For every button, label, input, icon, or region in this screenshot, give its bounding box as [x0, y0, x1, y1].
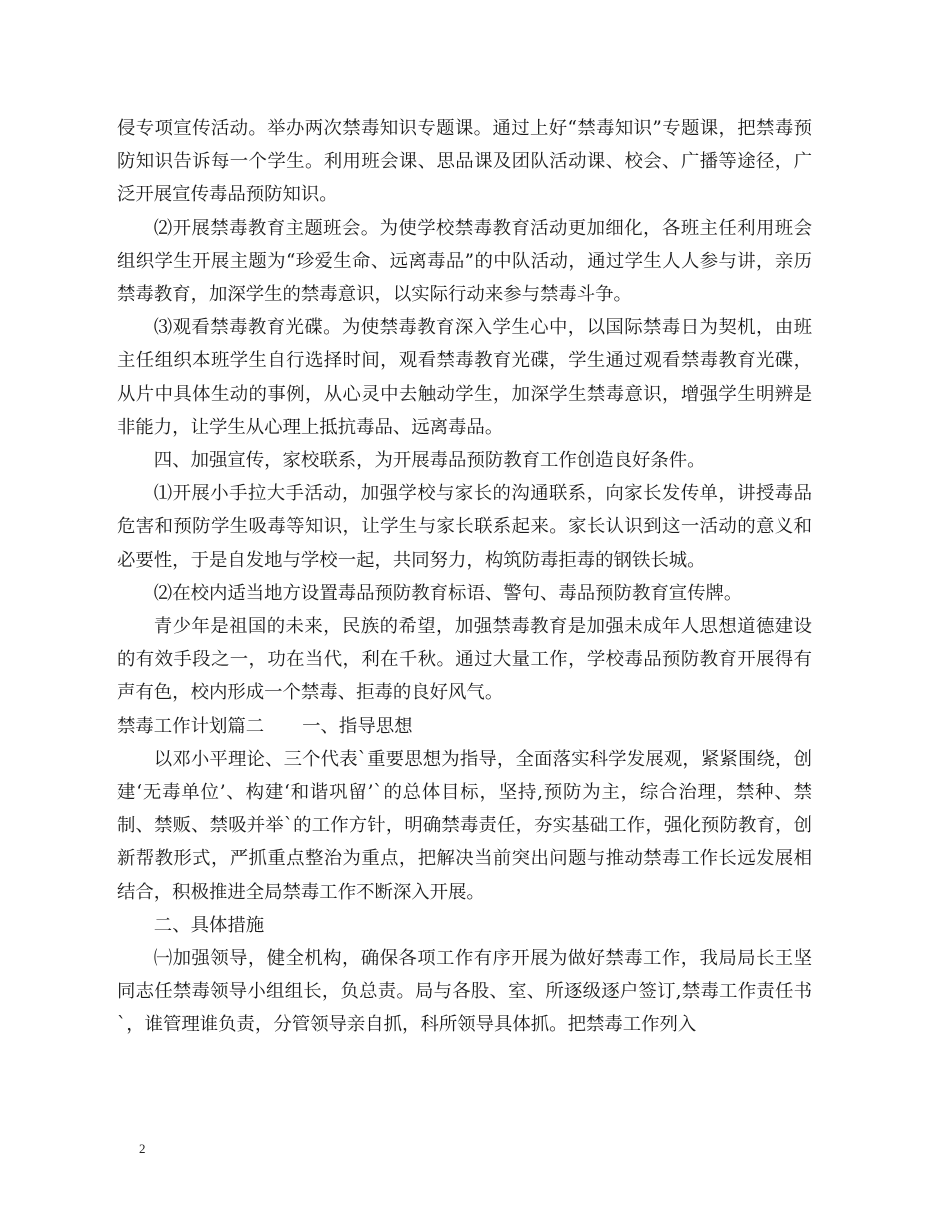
paragraph-campaign-continued: 侵专项宣传活动。举办两次禁毒知识专题课。通过上好“禁毒知识”专题课，把禁毒预防知识告诉每一个学生。利用班会课、思品课及团队活动课、校会、广播等途径，广泛开展宣传毒品预防知识。 — [117, 118, 812, 206]
paragraph-conclusion: 青少年是祖国的未来，民族的希望，加强禁毒教育是加强未成年人思想道德建设的有效手段之一，功在当代，利在千秋。通过大量工作，学校毒品预防教育开展得有声有色，校内形成一个禁毒、拒毒的良好风气。 — [117, 616, 812, 704]
article-heading — [117, 710, 812, 743]
article-title: 禁毒工作计划篇二 — [117, 715, 265, 737]
section-heading-measures: 二、具体措施 — [153, 914, 265, 936]
paragraph-watch-dvd: ⑶观看禁毒教育光碟。为使禁毒教育深入学生心中，以国际禁毒日为契机，由班主任组织本班学生自行选择时间，观看禁毒教育光碟，学生通过观看禁毒教育光碟，从片中具体生动的事例，从心灵中去触动学生，加深学生禁毒意识，增强学生明辨是非能力，让学生从心理上抵抗毒品、远离毒品。 — [117, 317, 812, 438]
paragraph-guiding-thought: 以邓小平理论、三个代表`重要思想为指导，全面落实科学发展观，紧紧围绕，创建‘无毒单位’、构建‘和谐巩留’`的总体目标，坚持,预防为主，综合治理，禁种、禁制、禁贩、禁吸并举`的工作方针，明确禁毒责任，夯实基础工作，强化预防教育，创新帮教形式，严抓重点整治为重点，把解决当前突出问题与推动禁毒工作长远发展相结合，积极推进全局禁毒工作不断深入开展。 — [117, 748, 812, 903]
paragraph-theme-class-meeting: ⑵开展禁毒教育主题班会。为使学校禁毒教育活动更加细化，各班主任利用班会组织学生开展主题为“珍爱生命、远离毒品”的中队活动，通过学生人人参与讲，亲历禁毒教育，加深学生的禁毒意识，以实际行动来参与禁毒斗争。 — [117, 217, 812, 306]
section-heading-four: 四、加强宣传，家校联系，为开展毒品预防教育工作创造良好条件。 — [153, 450, 706, 472]
section-heading-guiding-thought: 一、指导思想 — [302, 715, 413, 737]
paragraph-small-hands-big-hands: ⑴开展小手拉大手活动，加强学校与家长的沟通联系，向家长发传单，讲授毒品危害和预防学生吸毒等知识，让学生与家长联系起来。家长认识到这一活动的意义和必要性，于是自发地与学校一起，共同努力，构筑防毒拒毒的钢铁长城。 — [117, 483, 812, 571]
paragraph-slogans: ⑵在校内适当地方设置毒品预防教育标语、警句、毒品预防教育宣传牌。 — [153, 582, 743, 604]
page-number: 2 — [139, 1141, 146, 1156]
document-body — [117, 112, 812, 1042]
paragraph-leadership: ㈠加强领导，健全机构，确保各项工作有序开展为做好禁毒工作，我局局长王坚同志任禁毒领导小组组长，负总责。局与各股、室、所逐级逐户签订,禁毒工作责任书`，谁管理谁负责，分管领导亲自抓，科所领导具体抓。把禁毒工作列入 — [117, 948, 812, 1036]
